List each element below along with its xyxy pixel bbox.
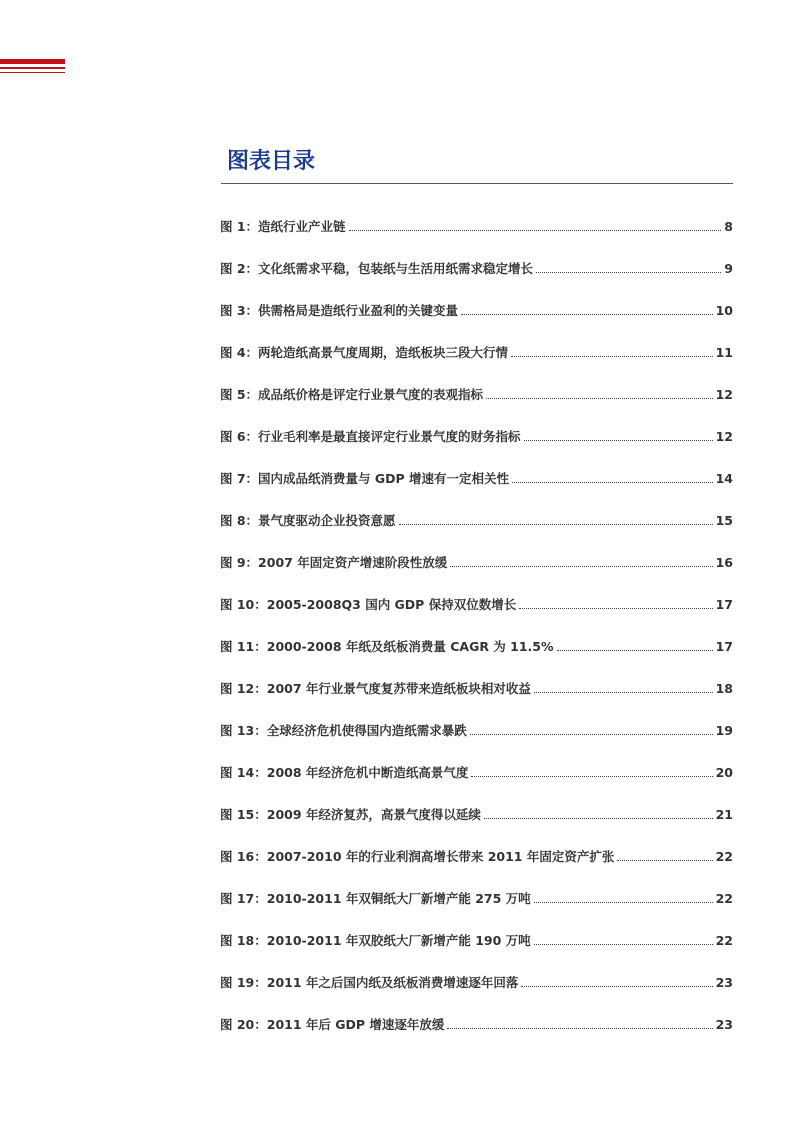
toc-entry[interactable]	[220, 457, 733, 499]
toc-entry-page: 17	[715, 596, 733, 612]
toc-entry[interactable]	[220, 667, 733, 709]
toc-entry-page: 12	[715, 428, 733, 444]
toc-entry-label: 图 8：景气度驱动企业投资意愿	[220, 513, 396, 528]
toc-entry[interactable]	[220, 961, 733, 1003]
dot-leader	[484, 817, 713, 819]
toc-entry-page: 21	[715, 806, 733, 822]
toc-entry[interactable]	[220, 289, 733, 331]
toc-entry-page: 8	[724, 218, 733, 234]
figure-list	[220, 205, 733, 1045]
toc-entry[interactable]	[220, 835, 733, 877]
toc-entry-label: 图 15：2009 年经济复苏，高景气度得以延续	[220, 807, 481, 822]
toc-entry[interactable]	[220, 583, 733, 625]
dot-leader	[349, 229, 722, 231]
toc-entry-page: 19	[715, 722, 733, 738]
toc-entry-page: 9	[724, 260, 733, 276]
toc-entry-page: 23	[715, 974, 733, 990]
toc-entry-page: 22	[715, 848, 733, 864]
toc-entry-page: 22	[715, 890, 733, 906]
dot-leader	[461, 313, 713, 315]
toc-entry[interactable]	[220, 877, 733, 919]
toc-entry-label: 图 5：成品纸价格是评定行业景气度的表观指标	[220, 387, 484, 402]
dot-leader	[447, 1027, 712, 1029]
dot-leader	[534, 943, 713, 945]
dot-leader	[512, 481, 713, 483]
toc-entry-page: 20	[715, 764, 733, 780]
toc-entry-page: 22	[715, 932, 733, 948]
dot-leader	[511, 355, 713, 357]
toc-entry[interactable]	[220, 1003, 733, 1045]
dot-leader	[450, 565, 712, 567]
toc-entry-label: 图 11：2000-2008 年纸及纸板消费量 CAGR 为 11.5%	[220, 639, 554, 654]
toc-entry-page: 12	[715, 386, 733, 402]
toc-entry-page: 11	[715, 344, 733, 360]
dot-leader	[519, 607, 712, 609]
toc-entry-label: 图 14：2008 年经济危机中断造纸高景气度	[220, 765, 469, 780]
dot-leader	[536, 271, 721, 273]
toc-entry-label: 图 7：国内成品纸消费量与 GDP 增速有一定相关性	[220, 471, 510, 486]
toc-entry-label: 图 1：造纸行业产业链	[220, 219, 346, 234]
toc-entry-label: 图 16：2007-2010 年的行业利润高增长带来 2011 年固定资产扩张	[220, 849, 615, 864]
toc-entry[interactable]	[220, 541, 733, 583]
header-accent-bar	[0, 59, 65, 64]
dot-leader	[617, 859, 712, 861]
toc-entry-label: 图 17：2010-2011 年双铜纸大厂新增产能 275 万吨	[220, 891, 531, 906]
toc-entry-page: 18	[715, 680, 733, 696]
toc-entry[interactable]	[220, 919, 733, 961]
toc-entry[interactable]	[220, 625, 733, 667]
toc-entry-label: 图 9：2007 年固定资产增速阶段性放缓	[220, 555, 448, 570]
toc-entry-label: 图 20：2011 年后 GDP 增速逐年放缓	[220, 1017, 445, 1032]
toc-entry-label: 图 3：供需格局是造纸行业盈利的关键变量	[220, 303, 459, 318]
toc-entry[interactable]	[220, 205, 733, 247]
dot-leader	[521, 985, 712, 987]
dot-leader	[534, 691, 713, 693]
dot-leader	[557, 649, 713, 651]
toc-entry-label: 图 12：2007 年行业景气度复苏带来造纸板块相对收益	[220, 681, 531, 696]
header-accent-bar	[0, 67, 65, 69]
toc-entry[interactable]	[220, 331, 733, 373]
dot-leader	[524, 439, 713, 441]
toc-entry-label: 图 2：文化纸需求平稳，包装纸与生活用纸需求稳定增长	[220, 261, 534, 276]
dot-leader	[486, 397, 713, 399]
dot-leader	[470, 733, 713, 735]
toc-entry[interactable]	[220, 247, 733, 289]
toc-entry[interactable]	[220, 709, 733, 751]
toc-entry-page: 14	[715, 470, 733, 486]
dot-leader	[471, 775, 712, 777]
toc-entry[interactable]	[220, 415, 733, 457]
toc-entry[interactable]	[220, 793, 733, 835]
toc-entry-page: 16	[715, 554, 733, 570]
toc-entry-label: 图 4：两轮造纸高景气度周期，造纸板块三段大行情	[220, 345, 509, 360]
toc-entry[interactable]	[220, 373, 733, 415]
toc-entry-label: 图 6：行业毛利率是最直接评定行业景气度的财务指标	[220, 429, 521, 444]
toc-entry[interactable]	[220, 499, 733, 541]
toc-entry-label: 图 18：2010-2011 年双胶纸大厂新增产能 190 万吨	[220, 933, 531, 948]
toc-entry-label: 图 10：2005-2008Q3 国内 GDP 保持双位数增长	[220, 597, 517, 612]
toc-entry-label: 图 19：2011 年之后国内纸及纸板消费增速逐年回落	[220, 975, 519, 990]
toc-entry-page: 23	[715, 1016, 733, 1032]
dot-leader	[399, 523, 713, 525]
toc-entry-page: 15	[715, 512, 733, 528]
toc-entry-page: 10	[715, 302, 733, 318]
toc-entry-label: 图 13：全球经济危机使得国内造纸需求暴跌	[220, 723, 467, 738]
page-title: 图表目录	[227, 149, 316, 174]
toc-entry[interactable]	[220, 751, 733, 793]
toc-entry-page: 17	[715, 638, 733, 654]
title-divider	[221, 183, 733, 184]
header-accent-bar	[0, 72, 65, 73]
dot-leader	[534, 901, 713, 903]
